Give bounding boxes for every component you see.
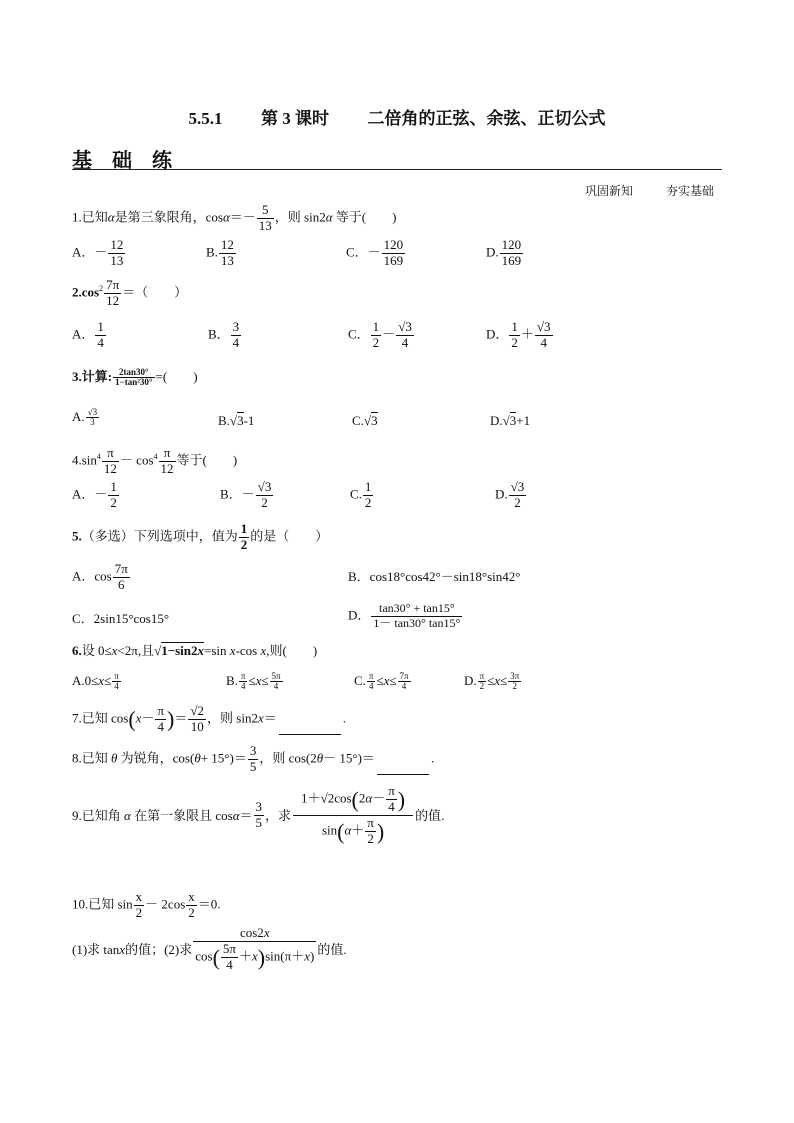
- lesson-label: 第 3 课时: [261, 109, 329, 128]
- question-10: 10.已知 sin $\frac{x}{2}$ － 2cos $\frac{x}{2}$ ＝0.: [72, 889, 221, 920]
- q3-option-c[interactable]: C.√3: [352, 413, 378, 428]
- q4-option-c[interactable]: C. $\frac{1}{2}$: [350, 479, 372, 510]
- question-1: 1.已知α是第三象限角，cosα＝－ $\frac{5}{13}$ ，则 sin2α 等于( ): [72, 202, 397, 233]
- q1-option-c[interactable]: C．－ $\frac{120}{169}$: [346, 237, 404, 268]
- q6-option-c[interactable]: C. $\frac{\pi}{4}$ ≤x≤ $\frac{7\pi}{4}$: [354, 671, 409, 692]
- q1-option-d[interactable]: D. $\frac{120}{169}$: [486, 237, 522, 268]
- question-9: 9.已知角 α 在第一象限且 cosα＝ $\frac{3}{5}$ ，求 1＋√2cos(2α－ $\frac{\pi}{4}$ ) sin(α＋ $\frac{\pi}{2}$ ) 的值.: [72, 783, 445, 846]
- q2-option-a[interactable]: A． $\frac{1}{4}$: [72, 319, 104, 350]
- q2-option-d[interactable]: D． $\frac{1}{2}$ ＋ $\frac{√3}{4}$: [486, 319, 551, 350]
- q1-option-b[interactable]: B. $\frac{12}{13}$: [206, 237, 234, 268]
- q1-option-a[interactable]: A．－ $\frac{12}{13}$: [72, 237, 124, 268]
- q5-option-a[interactable]: A．cos $\frac{7\pi}{6}$: [72, 561, 128, 592]
- q3-option-d[interactable]: D.√3+1: [490, 413, 531, 428]
- question-10-parts: (1)求 tanx的值；(2)求 cos2x cos( $\frac{5\pi}{4}$ ＋x)sin(π＋x) 的值.: [72, 925, 347, 972]
- q2-option-b[interactable]: B． $\frac{3}{4}$: [208, 319, 240, 350]
- section-number: 5.5.1: [188, 109, 223, 128]
- q4-option-a[interactable]: A．－ $\frac{1}{2}$: [72, 479, 117, 510]
- q3-option-a[interactable]: A. $\frac{√3}{3}$: [72, 407, 98, 428]
- question-4: $4.\sin^4$ $\frac{\pi}{12}$ － $\cos^4$ $\frac{\pi}{12}$ 等于( ): [72, 445, 238, 476]
- q5-option-b[interactable]: B．cos18°cos42°－sin18°sin42°: [348, 569, 521, 584]
- q5-option-c[interactable]: C．2sin15°cos15°: [72, 611, 170, 626]
- question-3: 3.计算: $\frac{2\tan 30^\circ}{\text{1−tan²30°}}$ =( ): [72, 367, 198, 388]
- q5-option-d[interactable]: D． $\frac{\tan 30^\circ + \tan 15^\circ}{1- \tan 30^\circ \tan 15^\circ}$: [348, 601, 461, 630]
- tag-consolidate: 巩固新知: [585, 184, 634, 198]
- question-7: 7.已知 cos(x－ $\frac{\pi}{4}$ )＝ $\frac{√2}{10}$ ，则 sin2x＝ .: [72, 703, 346, 734]
- section-heading: 基础练: [72, 148, 192, 172]
- q6-option-d[interactable]: D. $\frac{\pi}{2}$ ≤x≤ $\frac{3\pi}{2}$: [464, 671, 520, 692]
- q4-option-d[interactable]: D. $\frac{√3}{2}$: [495, 479, 525, 510]
- q7-answer-blank[interactable]: [279, 722, 341, 735]
- q8-answer-blank[interactable]: [377, 762, 429, 775]
- q2-option-c[interactable]: C． $\frac{1}{2}$ － $\frac{√3}{4}$: [348, 319, 412, 350]
- heading-rule: [72, 169, 722, 170]
- question-8: 8.已知 θ 为锐角，cos(θ+ 15°)＝ $\frac{3}{5}$ ，则 cos(2θ－ 15°)＝ .: [72, 743, 435, 774]
- tag-foundation: 夯实基础: [666, 184, 715, 198]
- page-title: [0, 104, 794, 129]
- question-6: 6.设 0≤x<2π,且√1−sin2x=sin x-cos x,则( ): [72, 643, 318, 658]
- question-5: 5.（多选）下列选项中，值为 $\frac{1}{2}$ 的是（ ）: [72, 521, 329, 552]
- q4-option-b[interactable]: B．－ $\frac{√3}{2}$: [220, 479, 272, 510]
- q3-option-b[interactable]: B.√3-1: [218, 413, 255, 428]
- question-2: $2.\cos^2$ $\frac{7\pi}{12}$ ＝（ ）: [72, 277, 188, 308]
- q6-option-a[interactable]: A.0≤x≤ $\frac{\pi}{4}$: [72, 671, 119, 692]
- q6-option-b[interactable]: B. $\frac{\pi}{4}$ ≤x≤ $\frac{5\pi}{4}$: [226, 671, 281, 692]
- topic-label: 二倍角的正弦、余弦、正切公式: [367, 109, 606, 128]
